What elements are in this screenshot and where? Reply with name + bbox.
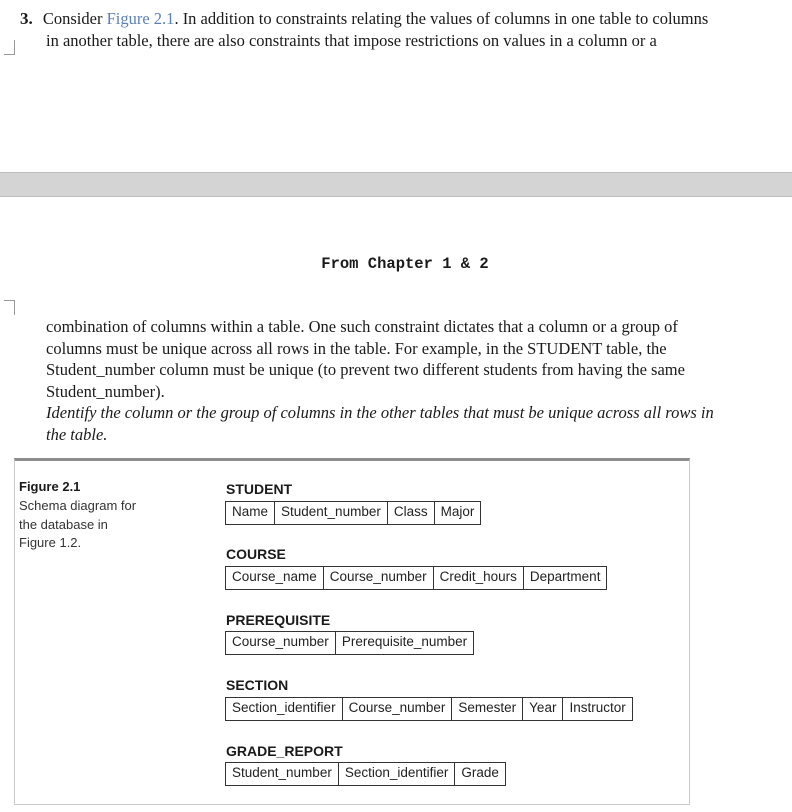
- table-name-grade-report: GRADE_REPORT: [226, 743, 343, 759]
- continuation-line-1: combination of columns within a table. One such constraint dictates that a column or a group of: [46, 317, 678, 336]
- question-line-2: in another table, there are also constraints that impose restrictions on values in a column or a: [46, 31, 657, 50]
- column-cell: Course_number: [226, 632, 336, 654]
- figure-title: Figure 2.1: [19, 479, 81, 494]
- figure-link[interactable]: Figure 2.1: [106, 9, 175, 28]
- column-cell: Department: [529, 569, 601, 584]
- task-line-1: Identify the column or the group of columns in the other tables that must be unique across all rows in: [46, 403, 714, 422]
- figure-caption-line: Figure 1.2.: [19, 535, 82, 550]
- column-cell: Course_number: [343, 698, 453, 720]
- page-header: From Chapter 1 & 2: [321, 255, 489, 273]
- question-line-1: [20, 8, 708, 30]
- page-corner-mark: [4, 40, 15, 55]
- table-name-course: COURSE: [226, 546, 286, 562]
- figure-caption-line: Schema diagram for: [19, 498, 137, 513]
- column-cell: Course_name: [226, 567, 324, 589]
- table-row-student: [225, 501, 481, 525]
- table-row-prerequisite: [225, 631, 474, 655]
- continuation-line-4: Student_number).: [46, 381, 165, 401]
- question-line-1-rest: . In addition to constraints relating the values of columns in one table to columns: [174, 9, 709, 28]
- table-name-section: SECTION: [226, 677, 289, 693]
- column-cell: Student_number: [275, 502, 388, 524]
- figure-caption-line: the database in: [19, 516, 108, 532]
- column-cell: Section_identifier: [339, 763, 456, 785]
- table-name-prerequisite: PREREQUISITE: [226, 612, 331, 628]
- schema-figure: [14, 458, 690, 805]
- continuation-line-3: Student_number column must be unique (to prevent two different students from having the same: [46, 360, 685, 379]
- continuation-line-2: columns must be unique across all rows in the table. For example, in the STUDENT table, the: [46, 338, 667, 358]
- column-cell: Year: [523, 698, 563, 720]
- column-cell: Section_identifier: [226, 698, 343, 720]
- column-cell: Student_number: [226, 763, 339, 785]
- continuation-text: [46, 316, 714, 445]
- table-row-section: [225, 697, 633, 721]
- column-cell: Class: [388, 502, 435, 524]
- column-cell: Instructor: [569, 700, 626, 715]
- task-line-2: the table.: [46, 424, 108, 444]
- column-cell: Credit_hours: [434, 567, 524, 589]
- column-cell: Major: [440, 504, 475, 519]
- column-cell: Semester: [452, 698, 523, 720]
- table-name-student: STUDENT: [226, 481, 293, 497]
- question-intro: Consider: [42, 9, 107, 28]
- column-cell: Course_number: [324, 567, 434, 589]
- column-cell: Name: [226, 502, 275, 524]
- page-gap: [0, 172, 792, 197]
- table-row-grade-report: [225, 762, 506, 786]
- column-cell: Prerequisite_number: [341, 634, 468, 649]
- column-cell: Grade: [461, 765, 499, 780]
- question-number: 3.: [20, 9, 33, 28]
- figure-caption: [19, 497, 169, 553]
- page-corner-mark-2: [4, 300, 15, 315]
- table-row-course: [225, 566, 607, 590]
